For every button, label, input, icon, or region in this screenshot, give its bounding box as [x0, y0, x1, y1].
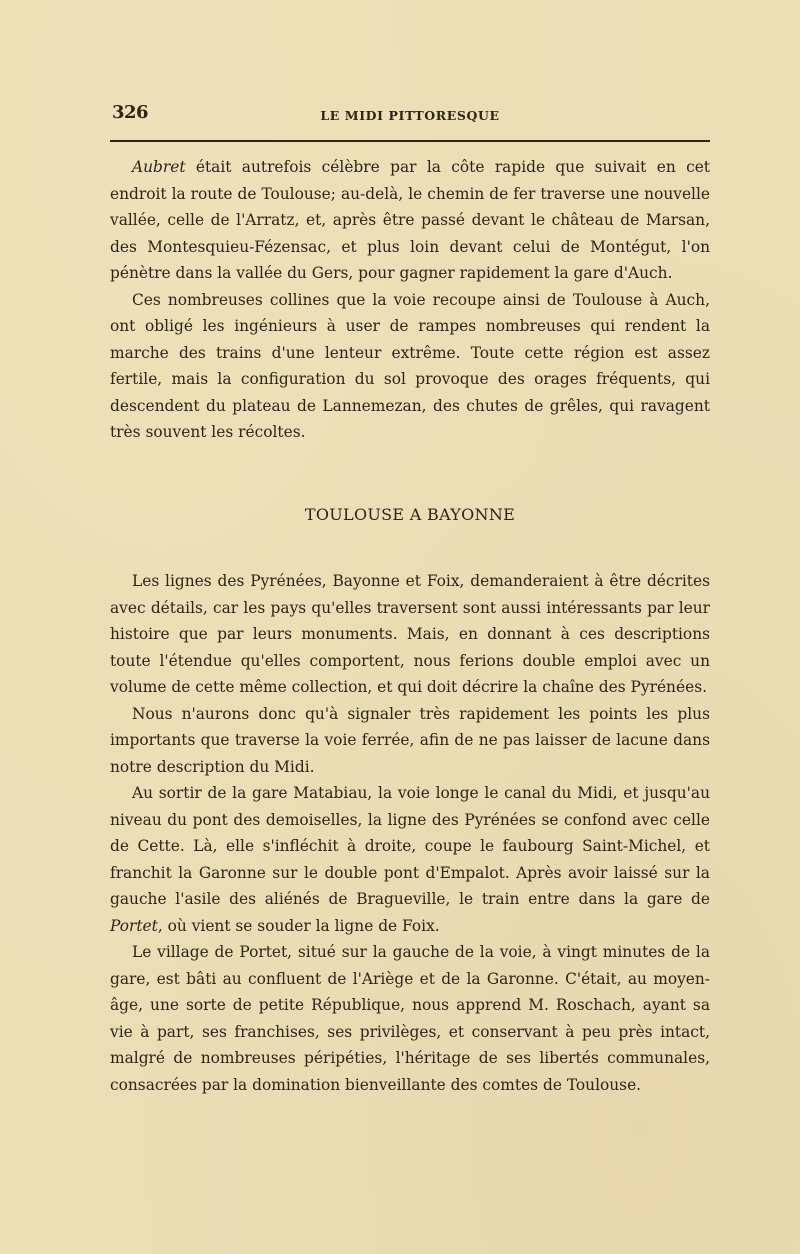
- paragraph-text: Ces nombreuses collines que la voie recoupe ainsi de Toulouse à Auch, ont obligé les ingénieurs à user de rampes nombreuses qui rendent la marche des trains d'une lenteur extrême. Toute cette région est assez fertile, mais la configuration du sol provoque des orages fréquents, qui descendent du plateau de Lannemezan, des chutes de grêles, qui ravagent très souvent les récoltes.: [110, 290, 710, 441]
- paragraph-matabiau: [110, 780, 710, 939]
- paragraph-lignes: [110, 568, 710, 701]
- paragraph-text: Le village de Portet, situé sur la gauche de la voie, à vingt minutes de la gare, est bâti au confluent de l'Ariège et de la Garonne. C'était, au moyen-âge, une sorte de petite République, nous apprend M. Roschach, ayant sa vie à part, ses franchises, ses privilèges, et conservant à peu près intact, malgré de nombreuses péripéties, l'héritage de ses libertés communales, consacrées par la domination bienveillante des comtes de Toulouse.: [110, 943, 710, 1094]
- section-title: TOULOUSE A BAYONNE: [304, 504, 516, 524]
- paragraph-text: Nous n'aurons donc qu'à signaler très rapidement les points les plus importants que traverse la voie ferrée, afin de ne pas laisser de lacune dans notre description du Midi.: [110, 704, 710, 776]
- header-rule: [110, 140, 710, 142]
- running-title: LE MIDI PITTORESQUE: [320, 108, 500, 123]
- paragraph-aubret: [110, 154, 710, 287]
- paragraph-collines: [110, 287, 710, 446]
- page-header: [110, 98, 710, 128]
- paragraph-text: était autrefois célèbre par la côte rapide que suivait en cet endroit la route de Toulouse; au-delà, le chemin de fer traverse une nouvelle vallée, celle de l'Arratz, et, après être passé devant le château de Marsan, des Montesquieu-Fézensac, et plus loin devant celui de Montégut, l'on pénètre dans la vallée du Gers, pour gagner rapidement la gare d'Auch.: [110, 158, 710, 282]
- page-number: 326: [112, 102, 149, 123]
- page-body: [110, 154, 710, 1098]
- paragraph-text: Les lignes des Pyrénées, Bayonne et Foix, demanderaient à être décrites avec détails, car les pays qu'elles traversent sont aussi intéressants par leur histoire que par leurs monuments. Mais, en donnant à ces descriptions toute l'étendue qu'elles comportent, nous ferions double emploi avec un volume de cette même collection, et qui doit décrire la chaîne des Pyrénées.: [110, 572, 710, 696]
- paragraph-portet: [110, 939, 710, 1098]
- paragraph-text: , où vient se souder la ligne de Foix.: [157, 916, 440, 935]
- italic-place-name: Portet: [110, 916, 158, 935]
- paragraph-nous: [110, 701, 710, 781]
- italic-place-name: Aubret: [132, 158, 186, 176]
- paragraph-text: Au sortir de la gare Matabiau, la voie longe le canal du Midi, et jusqu'au niveau du pont des demoiselles, la ligne des Pyrénées se confond avec celle de Cette. Là, elle s'infléchit à droite, coupe le faubourg Saint-Michel, et franchit la Garonne sur le double pont d'Empalot. Après avoir laissé sur la gauche l'asile des aliénés de Bragueville, le train entre dans la gare de: [110, 784, 710, 908]
